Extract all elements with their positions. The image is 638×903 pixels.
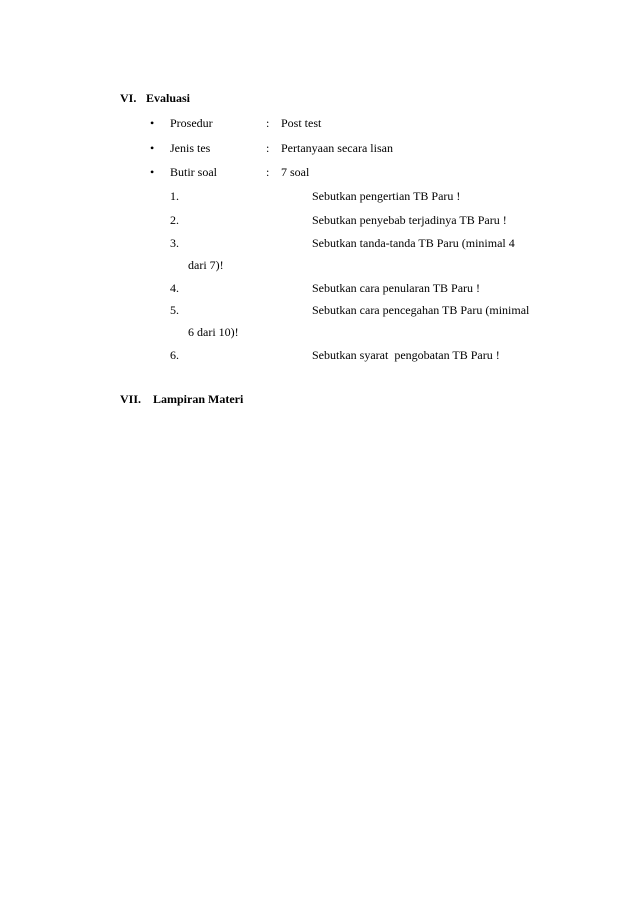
item-label-butir-soal: Butir soal xyxy=(170,165,217,179)
question-number: 2. xyxy=(170,213,179,227)
item-value-prosedur: Post test xyxy=(281,116,322,130)
question-number: 4. xyxy=(170,281,179,295)
bullet-icon: • xyxy=(150,116,155,130)
item-label-jenis-tes: Jenis tes xyxy=(170,141,211,155)
question-text: Sebutkan tanda-tanda TB Paru (minimal 4 xyxy=(312,236,515,250)
bullet-icon: • xyxy=(150,165,155,179)
section-7-numeral: VII. xyxy=(120,392,142,406)
question-text: Sebutkan cara pencegahan TB Paru (minimal xyxy=(312,303,530,317)
question-number: 5. xyxy=(170,303,179,317)
item-value-butir-soal: 7 soal xyxy=(281,165,310,179)
item-separator: : xyxy=(266,165,270,179)
question-text: Sebutkan penyebab terjadinya TB Paru ! xyxy=(312,213,507,227)
section-6-title: Evaluasi xyxy=(146,91,191,105)
section-6-numeral: VI. xyxy=(120,91,137,105)
item-separator: : xyxy=(266,141,270,155)
question-text: Sebutkan cara penularan TB Paru ! xyxy=(312,281,481,295)
item-value-jenis-tes: Pertanyaan secara lisan xyxy=(281,141,393,155)
item-label-prosedur: Prosedur xyxy=(170,116,213,130)
question-continuation: dari 7)! xyxy=(188,258,224,272)
question-number: 3. xyxy=(170,236,179,250)
question-text: Sebutkan pengertian TB Paru ! xyxy=(312,189,461,203)
question-text: Sebutkan syarat pengobatan TB Paru ! xyxy=(312,348,500,362)
section-7-title: Lampiran Materi xyxy=(153,392,244,406)
question-number: 6. xyxy=(170,348,179,362)
question-number: 1. xyxy=(170,189,179,203)
bullet-icon: • xyxy=(150,141,155,155)
question-continuation: 6 dari 10)! xyxy=(188,325,239,339)
item-separator: : xyxy=(266,116,270,130)
